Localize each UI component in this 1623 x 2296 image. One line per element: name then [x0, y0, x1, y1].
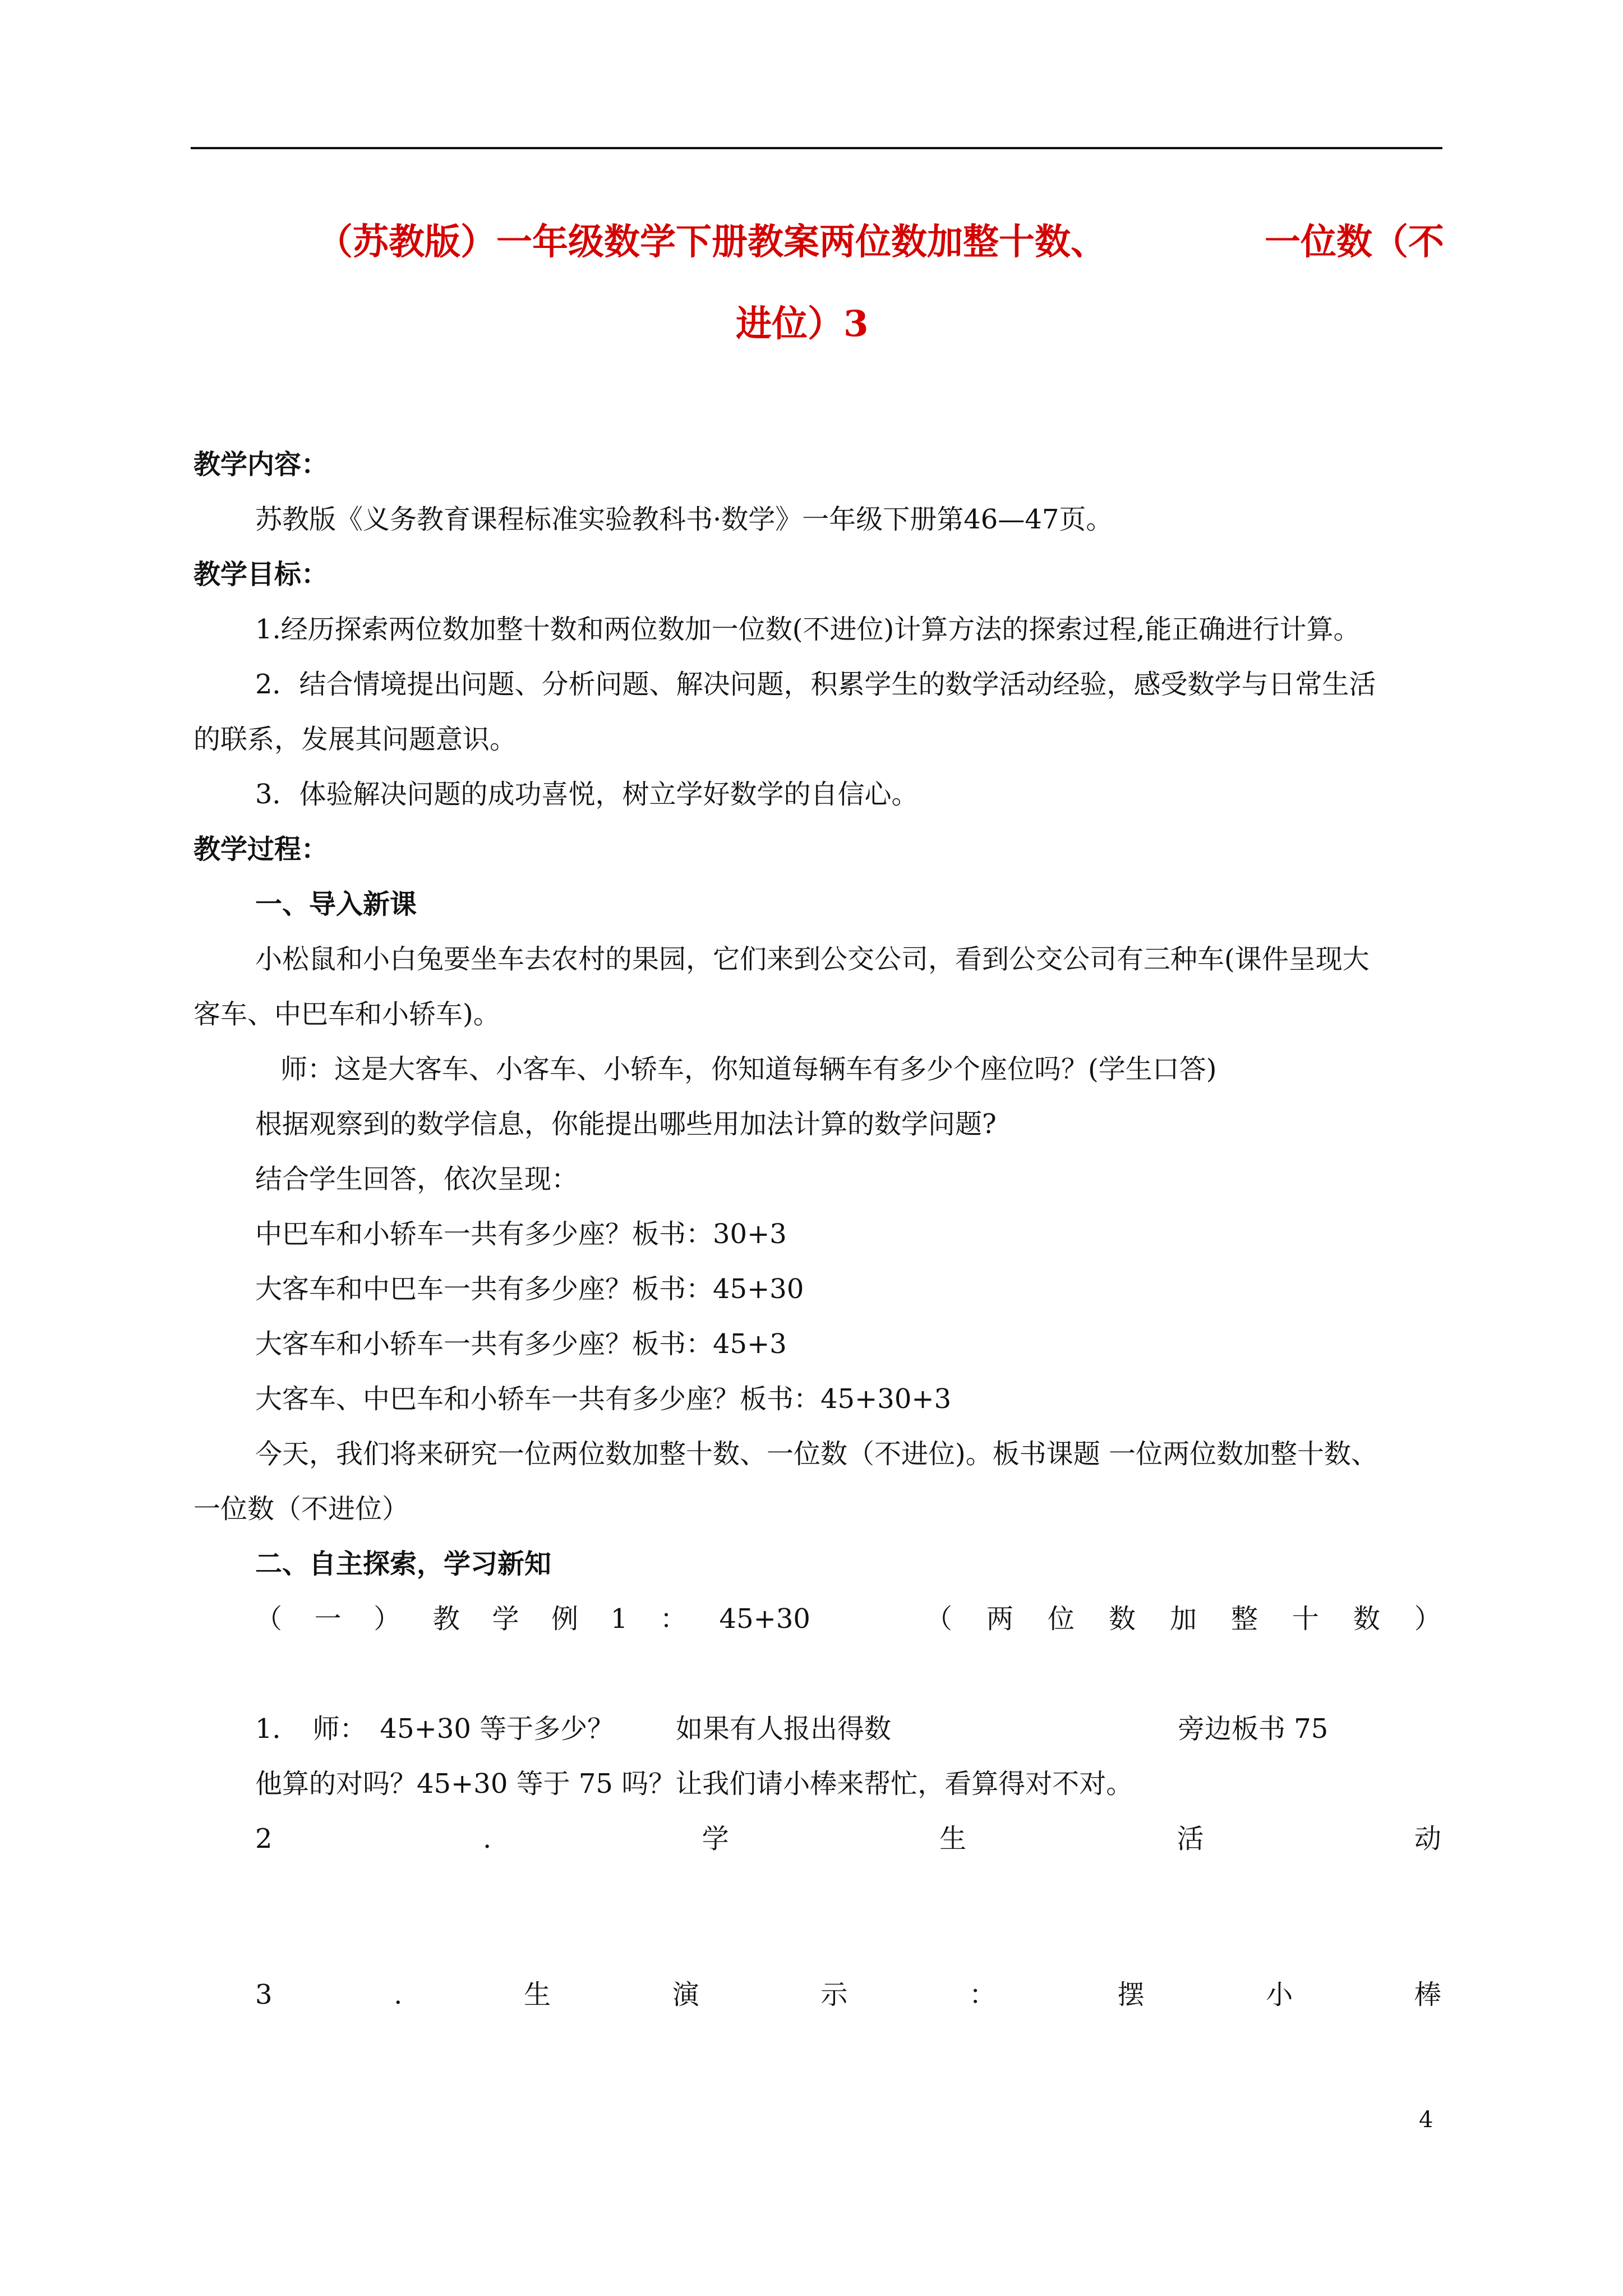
example-1-char: 例: [551, 1603, 579, 1635]
example-1-char: 45+30: [719, 1603, 810, 1635]
example-1-right-char: 两: [986, 1603, 1013, 1635]
step-1-part-b: 如果有人报出得数: [676, 1713, 892, 1745]
title-part-1: （苏教版）一年级数学下册教案两位数加整十数、: [317, 221, 1106, 263]
example-1-right-char: 位: [1047, 1603, 1075, 1635]
content-heading: 教学内容：: [193, 449, 329, 480]
step-1-line-2: 他算的对吗？45+30 等于 75 吗？让我们请小棒来帮忙，看算得对不对。: [255, 1768, 1133, 1800]
step-2-char: 学: [702, 1823, 729, 1855]
step-2-char: 活: [1177, 1823, 1204, 1855]
example-1-right-char: 数: [1353, 1603, 1380, 1635]
example-1-left: [255, 1601, 810, 1637]
example-1-right-char: ）: [1414, 1603, 1441, 1635]
example-1-char: ）: [374, 1603, 401, 1635]
example-1-char: 1: [610, 1603, 628, 1635]
part-2-heading: 二、自主探索，学习新知: [255, 1548, 552, 1580]
step-2-char: 生: [939, 1823, 967, 1855]
step-3-char: 棒: [1414, 1979, 1441, 2010]
content-text: 苏教版《义务教育课程标准实验教科书·数学》一年级下册第46—47页。: [255, 504, 1113, 535]
example-1-char: ：: [660, 1603, 687, 1635]
step-1-part-c: 旁边板书 75: [1178, 1713, 1329, 1745]
goal-3: 3．体验解决问题的成功喜悦，树立学好数学的自信心。: [255, 779, 919, 810]
step-2-char: .: [482, 1823, 492, 1855]
step-2-char: 2: [255, 1823, 273, 1855]
example-1-right-char: 加: [1169, 1603, 1197, 1635]
step-3-char: 生: [524, 1979, 551, 2010]
question-4: 大客车、中巴车和小轿车一共有多少座？板书：45+30+3: [255, 1383, 952, 1415]
process-heading: 教学过程：: [193, 834, 329, 865]
example-1-char: 一: [314, 1603, 342, 1635]
goal-1: 1.经历探索两位数加整十数和两位数加一位数(不进位)计算方法的探索过程,能正确进行计算。: [255, 614, 1361, 645]
part-1-heading: 一、导入新课: [255, 889, 417, 920]
example-1-char: 学: [492, 1603, 519, 1635]
step-2-char: 动: [1414, 1823, 1441, 1855]
today-line-1: 今天，我们将来研究一位两位数加整十数、一位数（不进位)。板书课题 一位两位数加整十数、: [255, 1438, 1378, 1470]
intro-line-2: 客车、中巴车和小轿车)。: [193, 999, 500, 1030]
title-part-3: 进位）3: [736, 303, 869, 345]
goals-heading: 教学目标：: [193, 559, 329, 590]
today-line-2: 一位数（不进位）: [193, 1493, 409, 1525]
example-1-char: 教: [432, 1603, 460, 1635]
teacher-question: 师：这是大客车、小客车、小轿车，你知道每辆车有多少个座位吗？(学生口答): [280, 1053, 1217, 1085]
example-1-right: [925, 1601, 1441, 1637]
example-1-right-char: 数: [1108, 1603, 1136, 1635]
page-number: 4: [1419, 2107, 1433, 2133]
step-3-char: 小: [1266, 1979, 1293, 2010]
goal-2-line-1: 2．结合情境提出问题、分析问题、解决问题，积累学生的数学活动经验，感受数学与日常生活: [255, 669, 1376, 700]
step-3-char: 演: [672, 1979, 699, 2010]
example-1-char: （: [255, 1603, 283, 1635]
example-1-right-char: 整: [1230, 1603, 1258, 1635]
step-3-char: 示: [820, 1979, 848, 2010]
example-1-right-char: （: [925, 1603, 953, 1635]
step-3-char: ：: [969, 1979, 996, 2010]
step-2: [255, 1821, 1441, 1857]
step-3-char: .: [394, 1979, 403, 2010]
combine-text: 结合学生回答，依次呈现：: [255, 1163, 579, 1195]
example-1-right-char: 十: [1292, 1603, 1319, 1635]
question-1: 中巴车和小轿车一共有多少座？板书：30+3: [255, 1218, 787, 1250]
header-rule: [191, 147, 1442, 149]
goal-2-line-2: 的联系，发展其问题意识。: [193, 724, 517, 755]
intro-line-1: 小松鼠和小白兔要坐车去农村的果园，它们来到公交公司，看到公交公司有三种车(课件呈现大: [255, 944, 1370, 975]
step-1-part-a: 1． 师： 45+30 等于多少？: [255, 1713, 615, 1745]
title-part-2: 一位数（不: [1265, 221, 1444, 263]
observe-question: 根据观察到的数学信息，你能提出哪些用加法计算的数学问题?: [255, 1108, 997, 1140]
step-3-char: 3: [255, 1979, 273, 2010]
question-2: 大客车和中巴车一共有多少座？板书：45+30: [255, 1273, 804, 1305]
step-3-char: 摆: [1117, 1979, 1145, 2010]
question-3: 大客车和小轿车一共有多少座？板书：45+3: [255, 1328, 787, 1360]
step-3: [255, 1977, 1441, 2013]
